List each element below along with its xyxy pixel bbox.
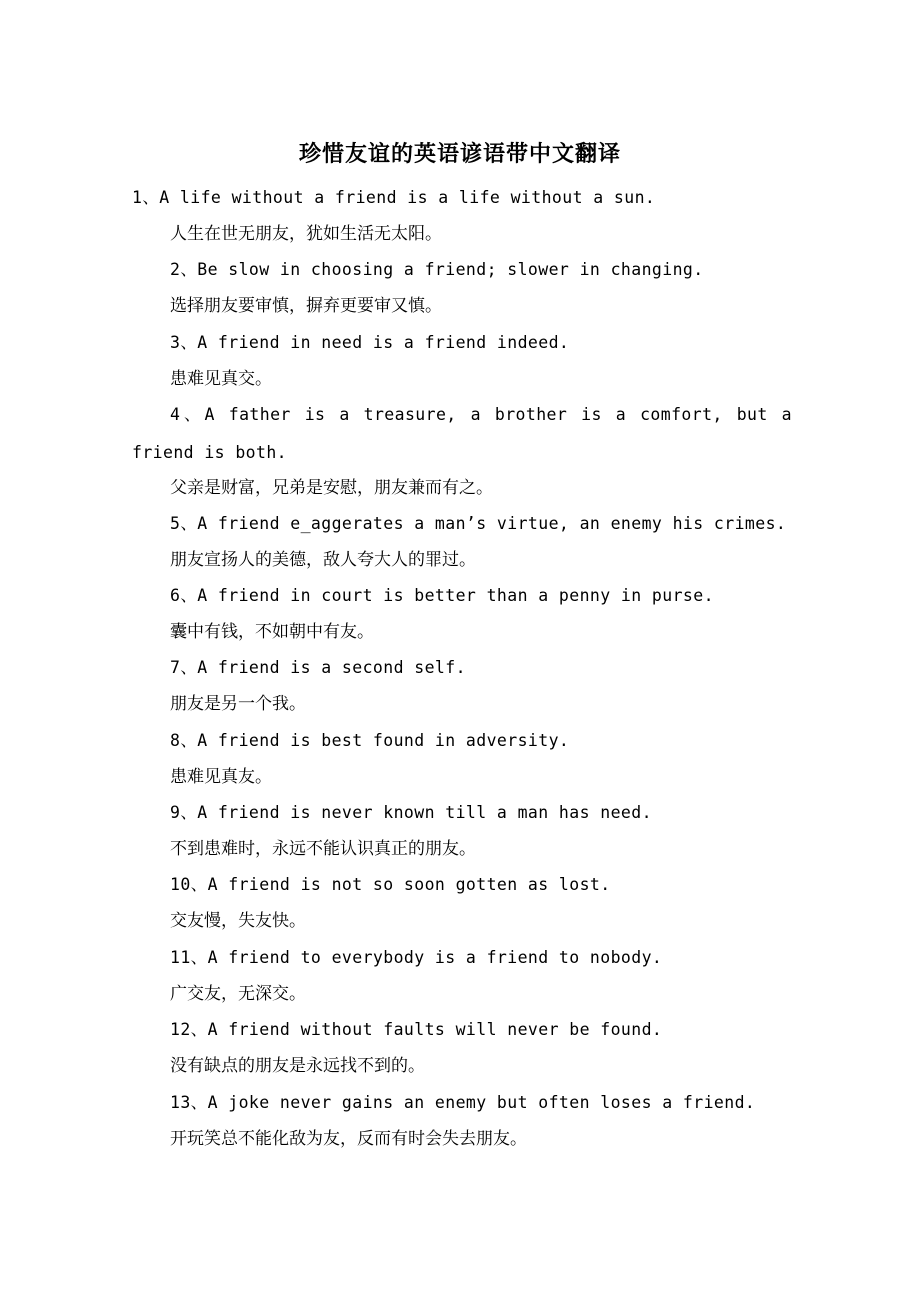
- proverb-english: 10、A friend is not so soon gotten as lost.: [170, 875, 611, 894]
- proverb-chinese: 选择朋友要审慎，摒弃更要审又慎。: [170, 296, 442, 316]
- proverb-chinese: 朋友宣扬人的美德，敌人夸大人的罪过。: [170, 550, 476, 570]
- proverb-chinese: 患难见真友。: [170, 767, 272, 787]
- proverb-english: 8、A friend is best found in adversity.: [170, 731, 570, 750]
- proverb-english: 5、A friend e_aggerates a man’s virtue, an enemy his crimes.: [170, 514, 787, 533]
- proverb-english: 4、A father is a treasure, a brother is a comfort, but a friend is both.: [132, 405, 792, 462]
- proverb-chinese: 人生在世无朋友，犹如生活无太阳。: [170, 224, 442, 244]
- proverb-english: 12、A friend without faults will never be found.: [170, 1020, 663, 1039]
- proverb-english: 1、A life without a friend is a life without a sun.: [132, 188, 656, 207]
- proverb-english: 13、A joke never gains an enemy but often loses a friend.: [170, 1093, 756, 1112]
- proverb-chinese: 朋友是另一个我。: [170, 694, 306, 714]
- proverb-english: 11、A friend to everybody is a friend to nobody.: [170, 948, 663, 967]
- proverb-english: 7、A friend is a second self.: [170, 658, 466, 677]
- proverb-chinese: 父亲是财富，兄弟是安慰，朋友兼而有之。: [170, 478, 493, 498]
- proverb-chinese: 开玩笑总不能化敌为友，反而有时会失去朋友。: [170, 1129, 527, 1149]
- proverb-chinese: 囊中有钱，不如朝中有友。: [170, 622, 374, 642]
- proverb-english: 2、Be slow in choosing a friend; slower in changing.: [170, 260, 704, 279]
- proverb-chinese: 交友慢，失友快。: [170, 911, 306, 931]
- proverb-chinese: 不到患难时，永远不能认识真正的朋友。: [170, 839, 476, 859]
- page-title: 珍惜友谊的英语谚语带中文翻译: [298, 142, 621, 167]
- proverb-english: 9、A friend is never known till a man has need.: [170, 803, 652, 822]
- proverb-chinese: 患难见真交。: [170, 369, 272, 389]
- proverb-chinese: 广交友，无深交。: [170, 984, 306, 1004]
- proverb-chinese: 没有缺点的朋友是永远找不到的。: [170, 1056, 425, 1076]
- proverb-english: 3、A friend in need is a friend indeed.: [170, 333, 570, 352]
- proverb-english: 6、A friend in court is better than a penny in purse.: [170, 586, 714, 605]
